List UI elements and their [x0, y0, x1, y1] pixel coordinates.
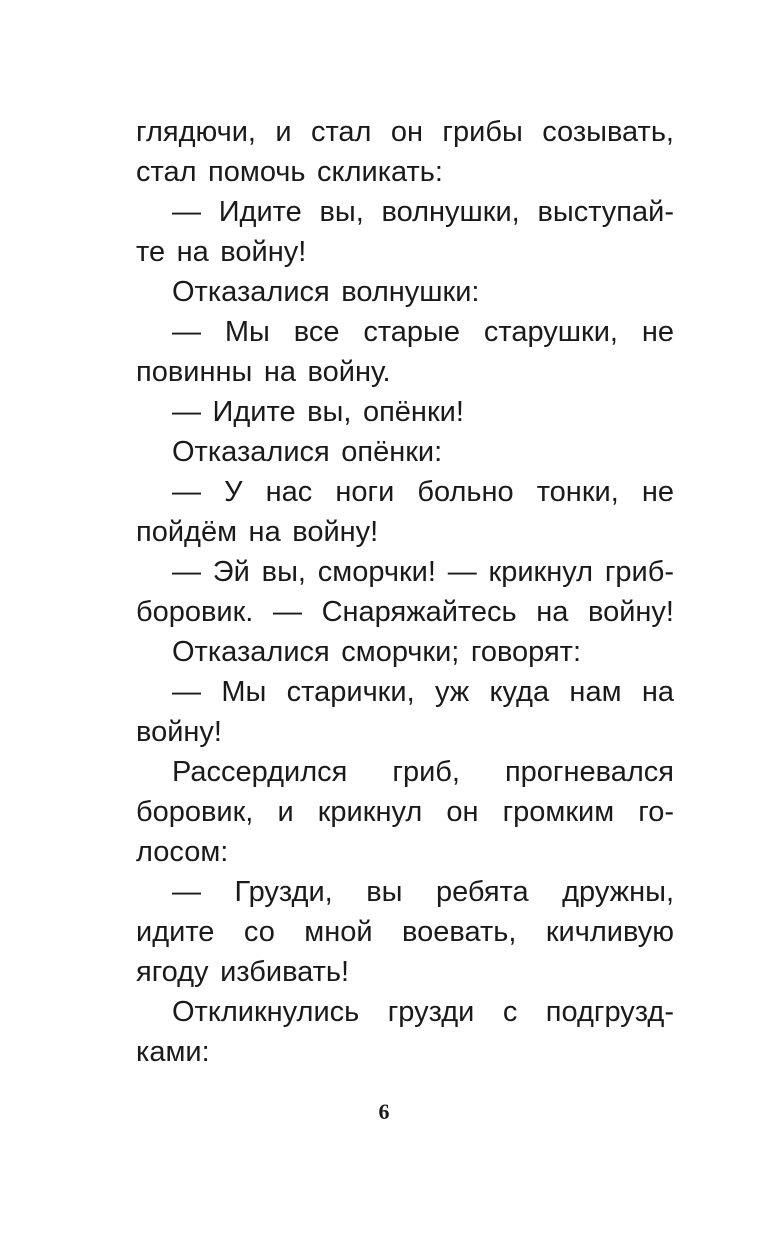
text-line: идите со мной воевать, кичливую	[136, 916, 674, 948]
text-line: боровик, и крикнул он громким го-	[136, 796, 674, 828]
text-line: ками:	[136, 1036, 210, 1068]
text-line: Отказалися сморчки; говорят:	[172, 636, 582, 668]
text-line: — У нас ноги больно тонки, не	[172, 476, 674, 508]
text-line: — Мы все старые старушки, не	[172, 316, 674, 348]
text-line: стал помочь скликать:	[136, 156, 443, 188]
page-number: 6	[378, 1099, 390, 1124]
text-line: — Грузди, вы ребята дружны,	[172, 876, 674, 908]
text-line: Отказалися волнушки:	[172, 276, 480, 308]
text-line: ягоду избивать!	[136, 956, 350, 988]
text-line: — Эй вы, сморчки! — крикнул гриб-	[172, 556, 674, 588]
text-line: Отказалися опёнки:	[172, 436, 443, 468]
text-line: пойдём на войну!	[136, 516, 379, 548]
text-line: те на войну!	[136, 236, 307, 268]
text-block	[136, 112, 674, 1072]
text-line: Откликнулись грузди с подгрузд-	[172, 996, 674, 1028]
text-line: — Идите вы, волнушки, выступай-	[172, 196, 674, 228]
text-line: Рассердился гриб, прогневался	[172, 756, 674, 788]
text-line: войну!	[136, 716, 222, 748]
text-line: глядючи, и стал он грибы созывать,	[136, 116, 674, 148]
text-line: лосом:	[136, 836, 229, 868]
text-line: повинны на войну.	[136, 356, 391, 388]
text-line: — Идите вы, опёнки!	[172, 396, 464, 428]
text-line: боровик. — Снаряжайтесь на войну!	[136, 596, 674, 628]
text-line: — Мы старички, уж куда нам на	[172, 676, 674, 708]
